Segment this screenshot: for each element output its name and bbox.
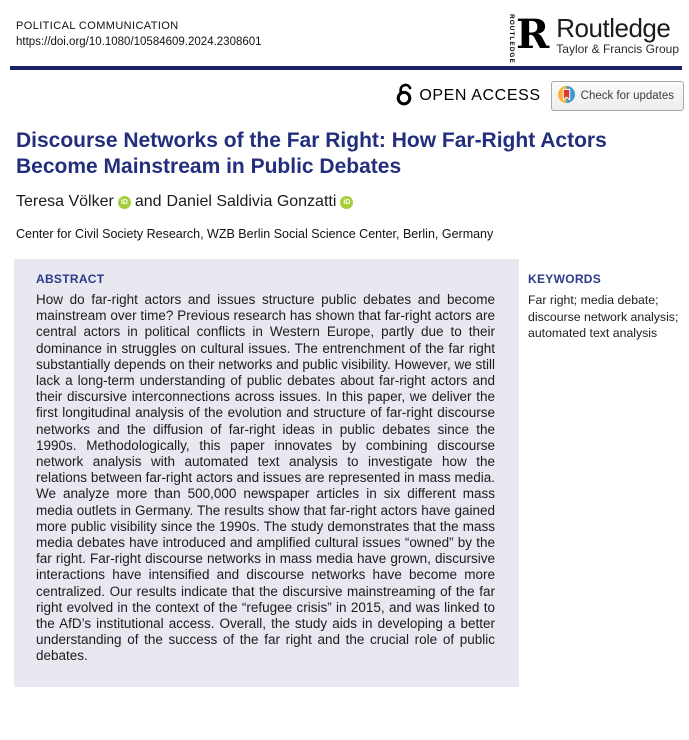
author-name: Teresa Völker [16,193,114,210]
keywords-column [528,259,688,342]
routledge-logo [508,11,679,64]
publisher-group: Taylor & Francis Group [556,41,679,56]
abstract-text: How do far-right actors and issues structure public debates and become mainstream over time? Previous research has shown that far-right actors are central actors in political conflicts in Western Europe, partly due to their dominance in struggles on cultural issues. The entrenchment of the far right substantially depends on their networks and public visibility. However, we still lack a long-term understanding of public debates about far-right actors and their discursive interconnections across issues. In this paper, we deliver the first longitudinal analysis of the evolution and structure of far-right discourse networks and the diffusion of far-right ideas in public debates since the 1990s. Methodologically, this paper innovates by combining discourse network analysis with automated text analysis to investigate how the relations between far-right actors and issues are represented in mass media. We analyze more than 500,000 newspaper articles in six different mass media outlets in Germany. The results show that far-right actors have gained more public visibility since the 1990s. The study demonstrates that the mass media debates have introduced and amplified cultural issues “owned” by the far right. Far-right discourse networks in mass media have grown, discursive interactions have intensified and discourse networks have become more centralized. Our results indicate that the discursive mainstreaming of the far right evolved in the context of the “refugee crisis” in 2015, and was linked to the AfD’s institutional access. Overall, the study aids in developing a better understanding of the success of the far right and the crucial role of public debates. [36,292,495,664]
journal-block [16,14,262,48]
access-row [0,81,684,111]
journal-title: POLITICAL COMMUNICATION [16,20,179,32]
routledge-r-icon: R [516,11,550,58]
open-access-badge [395,82,540,111]
authors-joiner: and [134,193,162,210]
open-access-lock-icon [395,82,413,111]
article-title: Discourse Networks of the Far Right: How Far-Right Actors Become Mainstream in Public Debates [16,129,607,178]
publisher-name: Routledge [556,12,671,43]
crossmark-icon [558,86,575,106]
abstract-box [14,259,519,687]
page-header [16,11,679,64]
affiliation: Center for Civil Society Research, WZB Berlin Social Science Center, Berlin, Germany [16,227,494,241]
authors-line [16,193,673,211]
publisher-names [556,12,679,56]
doi-link[interactable]: https://doi.org/10.1080/10584609.2024.2308601 [16,36,262,48]
orcid-icon[interactable]: iD [340,196,353,209]
check-for-updates-button[interactable] [551,81,684,111]
check-for-updates-label: Check for updates [580,90,674,102]
open-access-label: OPEN ACCESS [419,87,541,104]
header-divider [10,66,682,70]
keywords-text: Far right; media debate; discourse network analysis; automated text analysis [528,293,679,340]
author-name: Daniel Saldivia Gonzatti [166,193,337,210]
orcid-icon[interactable]: iD [118,196,131,209]
content-row [14,259,689,687]
abstract-heading: ABSTRACT [36,272,105,286]
routledge-vertical-text: ROUTLEDGE [508,14,516,64]
keywords-heading: KEYWORDS [528,272,602,286]
